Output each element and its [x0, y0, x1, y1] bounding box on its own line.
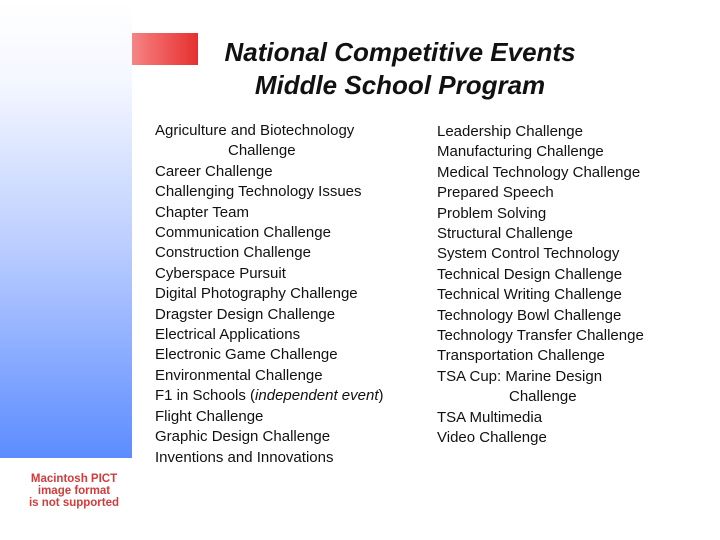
event-list-item — [437, 244, 707, 264]
event-name: Career Challenge — [155, 162, 273, 180]
left-event-list — [155, 121, 425, 468]
right-event-list — [437, 122, 707, 449]
event-list-item — [155, 448, 425, 468]
event-list-item — [155, 162, 425, 182]
event-name: Problem Solving — [437, 204, 547, 222]
event-name-continued: Challenge — [228, 142, 296, 160]
event-list-item — [155, 121, 425, 162]
event-list-item — [155, 345, 425, 365]
event-note: independent event — [255, 387, 379, 405]
event-name: Digital Photography Challenge — [155, 285, 358, 303]
placeholder-line-3: is not supported — [28, 497, 120, 509]
event-list-item — [155, 182, 425, 202]
event-name: Cyberspace Pursuit — [155, 264, 286, 282]
unsupported-image-placeholder — [14, 473, 134, 509]
event-name: Environmental Challenge — [155, 366, 323, 384]
event-list-item — [155, 284, 425, 304]
event-name: TSA Cup: Marine Design — [437, 367, 603, 385]
event-list-item — [437, 224, 707, 244]
event-name: Inventions and Innovations — [155, 448, 334, 466]
event-name: Leadership Challenge — [437, 123, 583, 140]
event-list-item — [155, 305, 425, 325]
event-name: System Control Technology — [437, 245, 620, 263]
event-name: Communication Challenge — [155, 224, 331, 242]
slide-title — [190, 36, 610, 102]
event-list-item — [437, 163, 707, 183]
event-note-close: ) — [378, 387, 384, 405]
event-list-item — [155, 243, 425, 263]
event-list-item — [155, 264, 425, 284]
event-name: Technology Transfer Challenge — [437, 327, 644, 345]
event-list-item — [437, 265, 707, 285]
placeholder-line-1: Macintosh PICT — [30, 473, 118, 485]
event-name: Electrical Applications — [155, 326, 301, 344]
event-name: Electronic Game Challenge — [155, 346, 338, 364]
event-list-item — [437, 367, 707, 408]
event-list-item — [437, 204, 707, 224]
event-list-item — [437, 326, 707, 346]
event-list-item — [437, 306, 707, 326]
blue-side-bar — [0, 0, 132, 458]
event-name: Flight Challenge — [155, 407, 264, 425]
event-name: Challenging Technology Issues — [155, 183, 362, 201]
event-name: TSA Multimedia — [437, 408, 543, 426]
event-list-item — [437, 183, 707, 203]
event-name: F1 in Schools ( — [155, 387, 256, 405]
event-name: Construction Challenge — [155, 244, 311, 262]
event-list-item — [155, 203, 425, 223]
event-name: Medical Technology Challenge — [437, 163, 641, 181]
event-name-continued: Challenge — [509, 388, 577, 406]
event-list-item — [155, 366, 425, 386]
event-name: Graphic Design Challenge — [155, 428, 331, 446]
event-list-item — [437, 285, 707, 305]
event-name: Agriculture and Biotechnology — [155, 122, 355, 139]
event-name: Transportation Challenge — [437, 347, 605, 365]
event-name: Structural Challenge — [437, 225, 573, 243]
event-name: Video Challenge — [437, 429, 547, 447]
event-list-item — [155, 407, 425, 427]
event-name: Prepared Speech — [437, 184, 554, 202]
event-name: Technical Design Challenge — [437, 265, 623, 283]
title-line-1: National Competitive Events — [224, 37, 576, 67]
event-name: Manufacturing Challenge — [437, 143, 604, 161]
event-name: Technical Writing Challenge — [437, 286, 622, 304]
event-list-item — [155, 386, 425, 406]
event-name: Chapter Team — [155, 203, 249, 221]
event-list-item — [437, 428, 707, 448]
placeholder-line-2: image format — [37, 485, 111, 497]
event-list-item — [155, 223, 425, 243]
title-line-2: Middle School Program — [254, 70, 546, 100]
event-list-item — [437, 122, 707, 142]
event-name: Dragster Design Challenge — [155, 305, 336, 323]
event-list-item — [437, 142, 707, 162]
event-list-item — [437, 408, 707, 428]
event-name: Technology Bowl Challenge — [437, 306, 622, 324]
event-list-item — [155, 427, 425, 447]
event-list-item — [155, 325, 425, 345]
event-list-item — [437, 346, 707, 366]
